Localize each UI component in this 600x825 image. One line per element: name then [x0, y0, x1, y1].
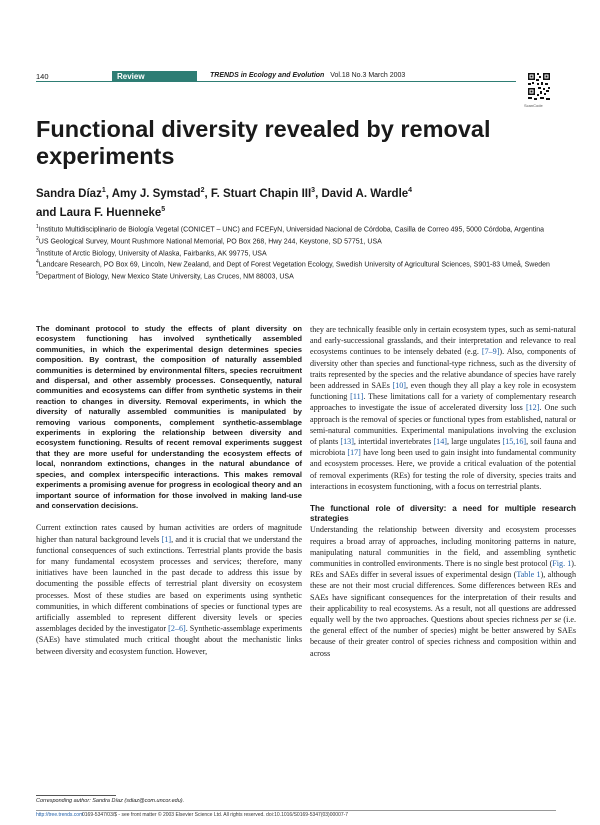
- italic-text: per se: [540, 615, 561, 625]
- journal-volume: Vol.18 No.3 March 2003: [330, 72, 406, 79]
- author-name: Sandra Díaz: [36, 187, 102, 200]
- intro-paragraph: Current extinction rates caused by human activities are orders of magnitude higher than natural background levels [1], and it is crucial that we understand the functional consequences of such extinctions. Terrestrial plants provide the basis for many fundamental ecosystem processes and services; therefore, many initiatives have been launched in the past decade to address this issue by documenting the possible effects of terrestrial plant diversity on ecosystem processes. Most of these studies are based on experiments using synthetic communities, in which different combinations of species or functional types are artificially assembled to represent different diversity levels or species assemblages decided by the investigator [2–6]. Synthetic-assemblage experiments (SAEs) have stimulated much critical thought about the mechanistic links between diversity and ecosystem function. However,: [36, 523, 302, 656]
- journal-name: TRENDS in Ecology and Evolution: [210, 72, 325, 79]
- page-number: 140: [36, 72, 49, 81]
- affiliation: $^4$Landcare Research, PO Box 69, Lincoln, New Zealand, and Dept of Forest Vegetation Ecology, Swedish University of Agricultural Sciences, S901-83 Umeå, Sweden: [36, 259, 550, 269]
- author-list: Sandra Díaz$^1$, Amy J. Symstad$^2$, F. Stuart Chapin III$^3$, David A. Wardle$^4$ and Laura F. Huenneke$^5$: [36, 187, 413, 219]
- left-column: [36, 324, 302, 657]
- affiliation-list: [36, 223, 556, 282]
- journal-info: [210, 72, 405, 79]
- reference-link[interactable]: [12]: [525, 403, 540, 413]
- footer-copyright: 0169-5347/03/$ - see front matter © 2003 Elsevier Science Ltd. All rights reserved. doi:10.1016/S0169-5347(03)00007-7: [82, 812, 349, 818]
- author-affiliation-marker: 1: [101, 187, 106, 194]
- reference-link[interactable]: [2–6]: [168, 624, 186, 634]
- reference-link[interactable]: Table 1: [516, 570, 541, 580]
- author-affiliation-marker: 2: [200, 187, 205, 194]
- right-column: [310, 324, 576, 659]
- reference-link[interactable]: [1]: [161, 534, 172, 544]
- journal-url-link[interactable]: http://tree.trends.com: [36, 812, 84, 818]
- section-tag: Review: [112, 71, 197, 82]
- reference-link[interactable]: [10]: [392, 381, 406, 391]
- abstract: The dominant protocol to study the effects of plant diversity on ecosystem functioning has involved synthetically assembled communities, in which the experimental design determines species composition. By contrast, the composition of naturally assembled communities is determined by environmental filters, species recruitment and dispersal, and other assembly processes. Consequently, natural communities and ecosystems can differ from synthetic systems in their reaction to changes in diversity. Removal experiments, in which the diversity of naturally assembled communities is manipulated by removing various components, complement synthetic-assemblage experiments in exploring the relationship between diversity and ecosystem functioning. Results of recent removal experiments suggest that they are more useful for understanding the ecosystem effects of local, nonrandom extinctions, changes in the natural abundance of species, and complex interspecific interactions. This makes removal experiments a promising avenue for progress in ecological theory and an important source of information for those involved in making land-use and conservation decisions.: [36, 324, 302, 510]
- header-rule: [36, 81, 516, 82]
- body-paragraph: Understanding the relationship between diversity and ecosystem processes requires a broad array of approaches, including monitoring patterns in nature, manipulating natural communities in the field, and assembling synthetic communities in controlled environments. There is no single best protocol (Fig. 1). REs and SAEs differ in several issues of experimental design (Table 1), although these are not their most crucial differences. Some differences between REs and SAEs have significant consequences for the interpretation of their results and their applicability to real ecosystems. As a result, not all questions are addressed equally well by the two approaches. Questions about species richness per se (i.e. the general effect of the number of species) might be better answered by SAEs because of their greater control of species richness and composition within and across: [310, 525, 576, 658]
- author-name: F. Stuart Chapin III: [210, 187, 312, 200]
- body-paragraph: they are technically feasible only in certain ecosystem types, such as semi-natural and early-successional grasslands, and their interpretation and relevance to real ecosystems continues to be intensely debated (e.g. [7–9]). Also, components of diversity other than species and functional-type richness, such as the diversity of traits represented by the species and the relative abundance of species have rarely been addressed in SAEs [10], even though they all play a key role in ecosystem functioning [11]. These limitations call for a variety of complementary research approaches to investigate the issue of accelerated diversity loss [12]. One such approach is the removal of species or functional types from established, natural or semi-natural communities. Experimental manipulations involving the exclusion of plants [13], intertidal invertebrates [14], large ungulates [15,16], soil fauna and microbiota [17] have long been used to gain insight into fundamental community and ecosystem processes. Here, we provide a critical evaluation of the potential of removal experiments (REs) for testing the role of diversity, species traits and interactions in ecosystem functioning, with a focus on terrestrial plants.: [310, 325, 577, 491]
- footnote-rule: [36, 795, 116, 796]
- reference-link[interactable]: [14]: [433, 437, 447, 447]
- qr-code-icon: [527, 72, 551, 102]
- affiliation: $^1$Instituto Multidisciplinario de Biología Vegetal (CONICET – UNC) and FCEFyN, Universidad Nacional de Córdoba, Casilla de Correo 495, 5000 Córdoba, Argentina: [36, 224, 545, 234]
- footer-rule: [36, 810, 556, 811]
- reference-link[interactable]: [7–9]: [481, 347, 500, 357]
- affiliation: $^2$US Geological Survey, Mount Rushmore National Memorial, PO Box 268, Hwy 244, Keystone, SD 57751, USA: [36, 235, 382, 246]
- reference-link[interactable]: [17]: [347, 448, 361, 458]
- reference-link[interactable]: [13]: [340, 437, 354, 447]
- author-affiliation-marker: 4: [408, 187, 413, 194]
- author-affiliation-marker: 3: [311, 187, 316, 194]
- section-heading: The functional role of diversity: a need for multiple research strategies: [310, 504, 576, 524]
- author-name: and Laura F. Huenneke: [36, 206, 162, 219]
- reference-link[interactable]: [15,16]: [502, 437, 527, 447]
- corresponding-author: Corresponding author: Sandra Díaz (sdiaz@com.uncor.edu).: [36, 798, 185, 804]
- author-name: David A. Wardle: [321, 187, 409, 200]
- affiliation: $^5$Department of Biology, New Mexico State University, Las Cruces, NM 88003, USA: [36, 271, 294, 281]
- reference-link[interactable]: [11]: [350, 392, 364, 402]
- author-affiliation-marker: 5: [161, 205, 166, 213]
- author-name: Amy J. Symstad: [111, 187, 201, 200]
- affiliation: $^3$Institute of Arctic Biology, University of Alaska, Fairbanks, AK 99775, USA: [36, 247, 267, 257]
- reference-link[interactable]: Fig. 1: [552, 559, 572, 569]
- article-title: Functional diversity revealed by removal experiments: [36, 116, 491, 169]
- qr-caption: ScanCode: [524, 103, 543, 108]
